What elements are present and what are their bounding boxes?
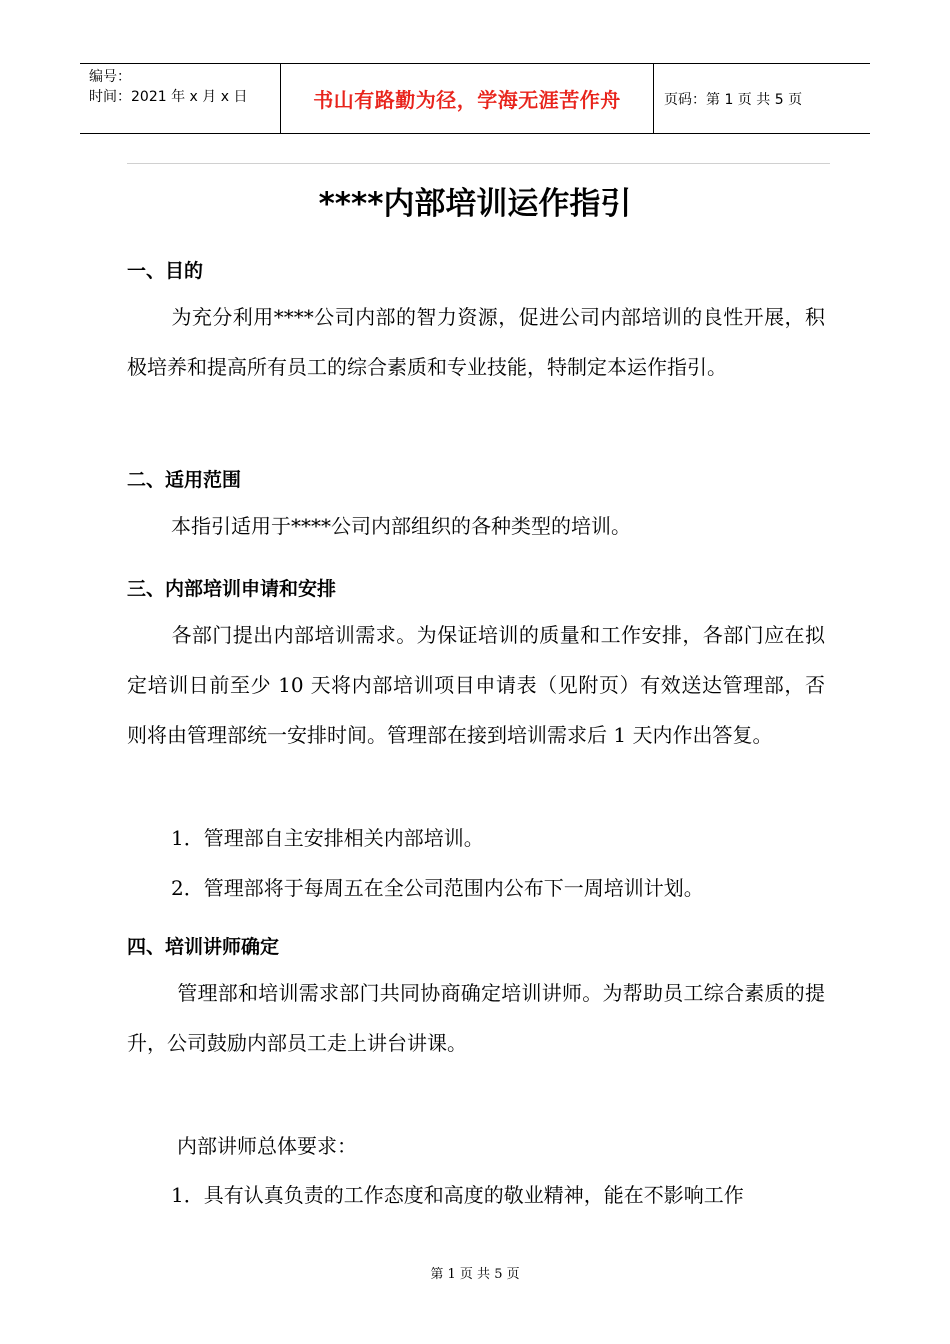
section-heading-application: 三、内部培训申请和安排 [127, 578, 337, 600]
header-info-cell [80, 64, 281, 133]
paragraph-text: 管理部和培训需求部门共同协商确定培训讲师。为帮助员工综合素质的提升，公司鼓励内部员工走上讲台讲课。 [127, 981, 825, 1055]
paragraph-text: 本指引适用于****公司内部组织的各种类型的培训。 [171, 514, 631, 538]
paragraph-scope [127, 501, 825, 551]
section-heading-purpose: 一、目的 [127, 260, 204, 282]
header-motto-cell [281, 64, 654, 133]
list-item-application-1: 1．管理部自主安排相关内部培训。 [171, 826, 484, 850]
header-page-label: 页码：第 1 页 共 5 页 [664, 91, 803, 108]
header-page-cell [654, 64, 870, 133]
paragraph-application [127, 610, 825, 760]
section-heading-scope: 二、适用范围 [127, 469, 242, 491]
list-item-trainer-1: 1．具有认真负责的工作态度和高度的敬业精神，能在不影响工作 [171, 1183, 744, 1207]
section-heading-trainer: 四、培训讲师确定 [127, 936, 280, 958]
paragraph-trainer-requirements: 内部讲师总体要求： [177, 1134, 357, 1158]
document-time-label: 时间：2021 年 x 月 x 日 [89, 89, 248, 105]
list-item-application-2: 2．管理部将于每周五在全公司范围内公布下一周培训计划。 [171, 876, 704, 900]
document-title: ****内部培训运作指引 [318, 186, 632, 222]
header-table [80, 63, 870, 134]
header-motto: 书山有路勤为径，学海无涯苦作舟 [313, 88, 621, 112]
paragraph-trainer [127, 968, 825, 1068]
paragraph-text: 各部门提出内部培训需求。为保证培训的质量和工作安排，各部门应在拟定培训日前至少 10 天将内部培训项目申请表（见附页）有效送达管理部，否则将由管理部统一安排时间。管理部在接到培训需求后 1 天内作出答复。 [127, 623, 825, 747]
document-number-label: 编号： [89, 69, 131, 85]
page-footer: 第 1 页 共 5 页 [430, 1267, 520, 1282]
divider-line [127, 163, 830, 164]
paragraph-text: 为充分利用****公司内部的智力资源，促进公司内部培训的良性开展，积极培养和提高所有员工的综合素质和专业技能，特制定本运作指引。 [127, 305, 825, 379]
paragraph-purpose [127, 292, 825, 392]
